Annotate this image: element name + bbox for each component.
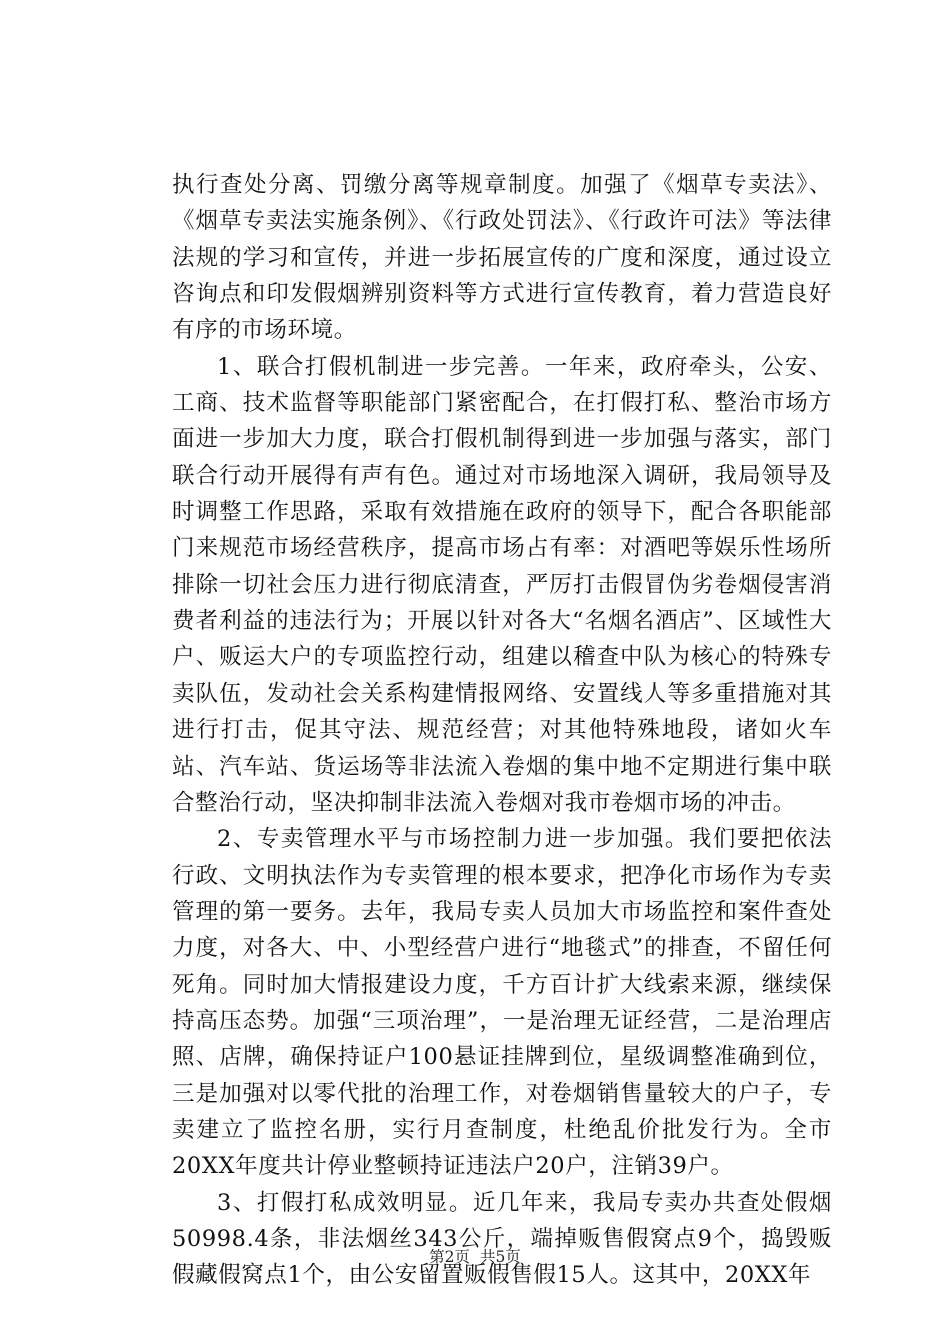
page-total: 共5页 bbox=[480, 1248, 521, 1266]
paragraph-joint-mechanism: 1、联合打假机制进一步完善。一年来，政府牵头，公安、工商、技术监督等职能部门紧密配合，在打假打私、整治市场方面进一步加大力度，联合打假机制得到进一步加强与落实，部门联合行动开展得有声有色。通过对市场地深入调研，我局领导及时调整工作思路，采取有效措施在政府的领导下，配合各职能部门来规范市场经营秩序，提高市场占有率：对酒吧等娱乐性场所排除一切社会压力进行彻底清查，严厉打击假冒伪劣卷烟侵害消费者利益的违法行为；开展以针对各大“名烟名酒店”、区域性大户、贩运大户的专项监控行动，组建以稽查中队为核心的特殊专卖队伍，发动社会关系构建情报网络、安置线人等多重措施对其进行打击，促其守法、规范经营；对其他特殊地段，诸如火车站、汽车站、货运场等非法流入卷烟的集中地不定期进行集中联合整治行动，坚决抑制非法流入卷烟对我市卷烟市场的冲击。 bbox=[172, 353, 832, 816]
paragraph-anti-counterfeit: 3、打假打私成效明显。近几年来，我局专卖办共查处假烟50998.4条，非法烟丝343公斤，端掉贩售假窝点9个，捣毁贩假藏假窝点1个，由公安留置贩假售假15人。这其中，20XX年 bbox=[172, 1189, 832, 1289]
paragraph-management: 2、专卖管理水平与市场控制力进一步加强。我们要把依法行政、文明执法作为专卖管理的根本要求，把净化市场作为专卖管理的第一要务。去年，我局专卖人员加大市场监控和案件查处力度，对各大、中、小型经营户进行“地毯式”的排查，不留任何死角。同时加大情报建设力度，千方百计扩大线索来源，继续保持高压态势。加强“三项治理”，一是治理无证经营，二是治理店照、店牌，确保持证户100悬证挂牌到位，星级调整准确到位，三是加强对以零代批的治理工作，对卷烟销售量较大的户子，专卖建立了监控名册，实行月查制度，杜绝乱价批发行为。全市20XX年度共计停业整顿持证违法户20户，注销39户。 bbox=[172, 826, 832, 1180]
page-footer bbox=[0, 1247, 950, 1267]
paragraph-intro-continuation: 执行查处分离、罚缴分离等规章制度。加强了《烟草专卖法》、《烟草专卖法实施条例》、《行政处罚法》、《行政许可法》等法律法规的学习和宣传，并进一步拓展宣传的广度和深度，通过设立咨询点和印发假烟辨别资料等方式进行宣传教育，着力营造良好有序的市场环境。 bbox=[172, 172, 832, 344]
page-number: 第2页 bbox=[429, 1248, 470, 1266]
document-body bbox=[172, 167, 832, 1294]
